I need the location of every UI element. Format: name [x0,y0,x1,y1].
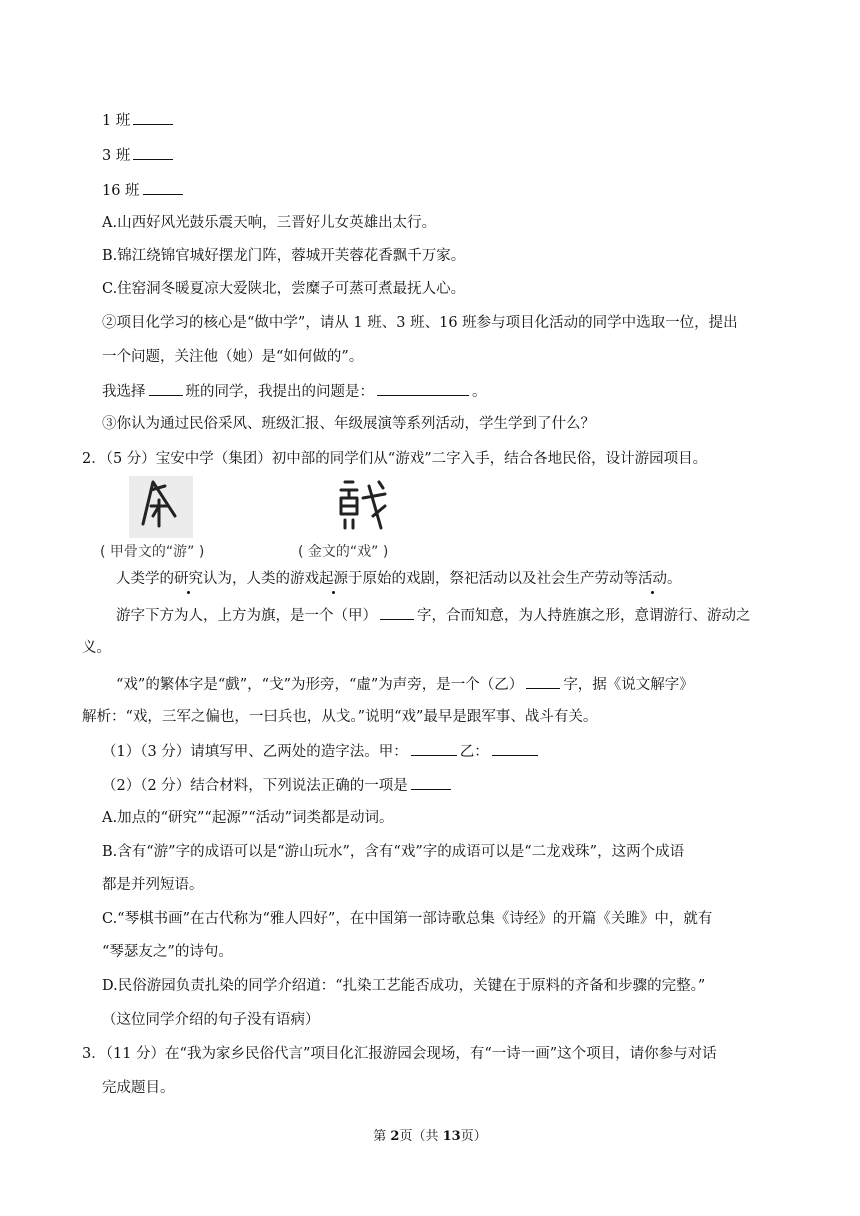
q3-heading-line1: 3．（11 分）在“我为家乡民俗代言”项目化汇报游园会现场，有“一诗一画”这个项目，请你参与对话 [82,1046,717,1062]
question-label: 班的同学，我提出的问题是： [185,384,374,400]
q2-option-d-line2: （这位同学介绍的句子没有语病） [102,1012,320,1028]
sub1-yi-label: 乙： [459,744,489,760]
intro-text-1: 人类学的 [116,571,174,587]
dotted-word-research: 研究 [174,571,203,587]
oracle-bone-caption: ( 甲骨文的“游” ) [100,544,205,560]
dotted-word-activity: 活动 [638,571,667,587]
intro-text-3: 于原始的戏剧，祭祀活动以及社会生产劳动等 [348,571,638,587]
xi-para-line1 [116,674,694,695]
oracle-bone-you-glyph [129,476,193,538]
q1-part2-line1: ②项目化学习的核心是“做中学”，请从 1 班、3 班、16 班参与项目化活动的同学中选取一位，提出 [102,315,738,331]
class-16-line [102,180,186,201]
question-blank[interactable] [377,381,469,396]
intro-text-4: 。 [667,571,682,587]
q2-option-b-line1: B.含有“游”字的成语可以是“游山玩水”，含有“戏”字的成语可以是“二龙戏珠”，这两个成语 [102,844,685,860]
q1-part2-line2: 一个问题，关注他（她）是“如何做的”。 [102,349,364,365]
sub2-label: （2）（2 分）结合材料，下列说法正确的一项是 [102,778,408,794]
class-16-label: 16 班 [102,183,140,199]
yi-method-blank[interactable] [492,741,538,756]
class-1-label: 1 班 [102,113,131,129]
page-footer [0,1125,860,1144]
choose-label: 我选择 [102,384,146,400]
q1-option-a: A.山西好风光鼓乐震天响，三晋好儿女英雄出太行。 [102,215,437,231]
q1-option-b: B.锦江绕锦官城好摆龙门阵，蓉城开芙蓉花香飘千万家。 [102,248,466,264]
bronze-caption: ( 金文的“戏” ) [298,544,389,560]
oracle-bone-you-image [129,476,193,538]
you-text-b: 字，合而知意，为人持旌旗之形，意谓游行、游动之 [417,608,751,624]
sub2-answer-blank[interactable] [411,775,451,790]
class-choice-blank[interactable] [149,381,183,396]
class-3-label: 3 班 [102,148,131,164]
q2-option-c-line2: “琴瑟友之”的诗句。 [102,944,233,960]
intro-text-2: 认为，人类的游戏 [203,571,319,587]
jia-method-blank[interactable] [411,741,457,756]
q2-sub2 [102,775,454,796]
total-page-count: 13 [442,1129,461,1144]
period: 。 [472,384,487,400]
q2-intro [116,569,682,589]
xi-text-b: 字，据《说文解字》 [563,677,694,693]
bronze-xi-glyph [323,476,407,538]
class-3-line [102,145,176,166]
dotted-word-origin: 起源 [319,571,348,587]
footer-mid: 页（共 [399,1129,443,1144]
q2-option-c-line1: C.“琴棋书画”在古代称为“雅人四好”，在中国第一部诗歌总集《诗经》的开篇《关雎》中，就有 [102,911,713,927]
footer-post: 页） [460,1129,487,1144]
class-1-line [102,110,176,131]
q1-part3: ③你认为通过民俗采风、班级汇报、年级展演等系列活动，学生学到了什么？ [102,416,595,432]
class-16-blank[interactable] [143,180,183,195]
q1-choose-line [102,381,487,402]
yi-blank[interactable] [526,674,560,689]
q2-option-d-line1: D.民俗游园负责扎染的同学介绍道：“扎染工艺能否成功，关键在于原料的齐备和步骤的完整。” [102,978,706,994]
footer-pre: 第 [373,1129,391,1144]
q3-heading-line2: 完成题目。 [102,1080,175,1096]
q1-option-c: C.住窑洞冬暖夏凉大爱陕北，尝糜子可蒸可煮最抚人心。 [102,281,466,297]
bronze-xi-image [323,476,407,538]
current-page-number: 2 [390,1129,400,1144]
jia-blank[interactable] [380,605,414,620]
class-1-blank[interactable] [133,110,173,125]
q2-option-b-line2: 都是并列短语。 [102,877,204,893]
q2-sub1 [102,741,541,762]
xi-para-line2: 解析：“戏，三军之偏也，一曰兵也，从戈。”说明“戏”最早是跟军事、战斗有关。 [82,709,598,725]
q2-option-a: A.加点的“研究”“起源”“活动”词类都是动词。 [102,810,394,826]
class-3-blank[interactable] [133,145,173,160]
xi-text-a: “戏”的繁体字是“戲”，“戈”为形旁，“虛”为声旁，是一个（乙） [116,677,524,693]
q2-heading: 2．（5 分）宝安中学（集团）初中部的同学们从“游戏”二字入手，结合各地民俗，设计游园项目。 [82,451,708,467]
sub1-label: （1）（3 分）请填写甲、乙两处的造字法。甲： [102,744,408,760]
you-para-line2: 义。 [82,640,111,656]
you-text-a: 游字下方为人，上方为旗，是一个（甲） [116,608,377,624]
you-para-line1 [116,605,751,626]
